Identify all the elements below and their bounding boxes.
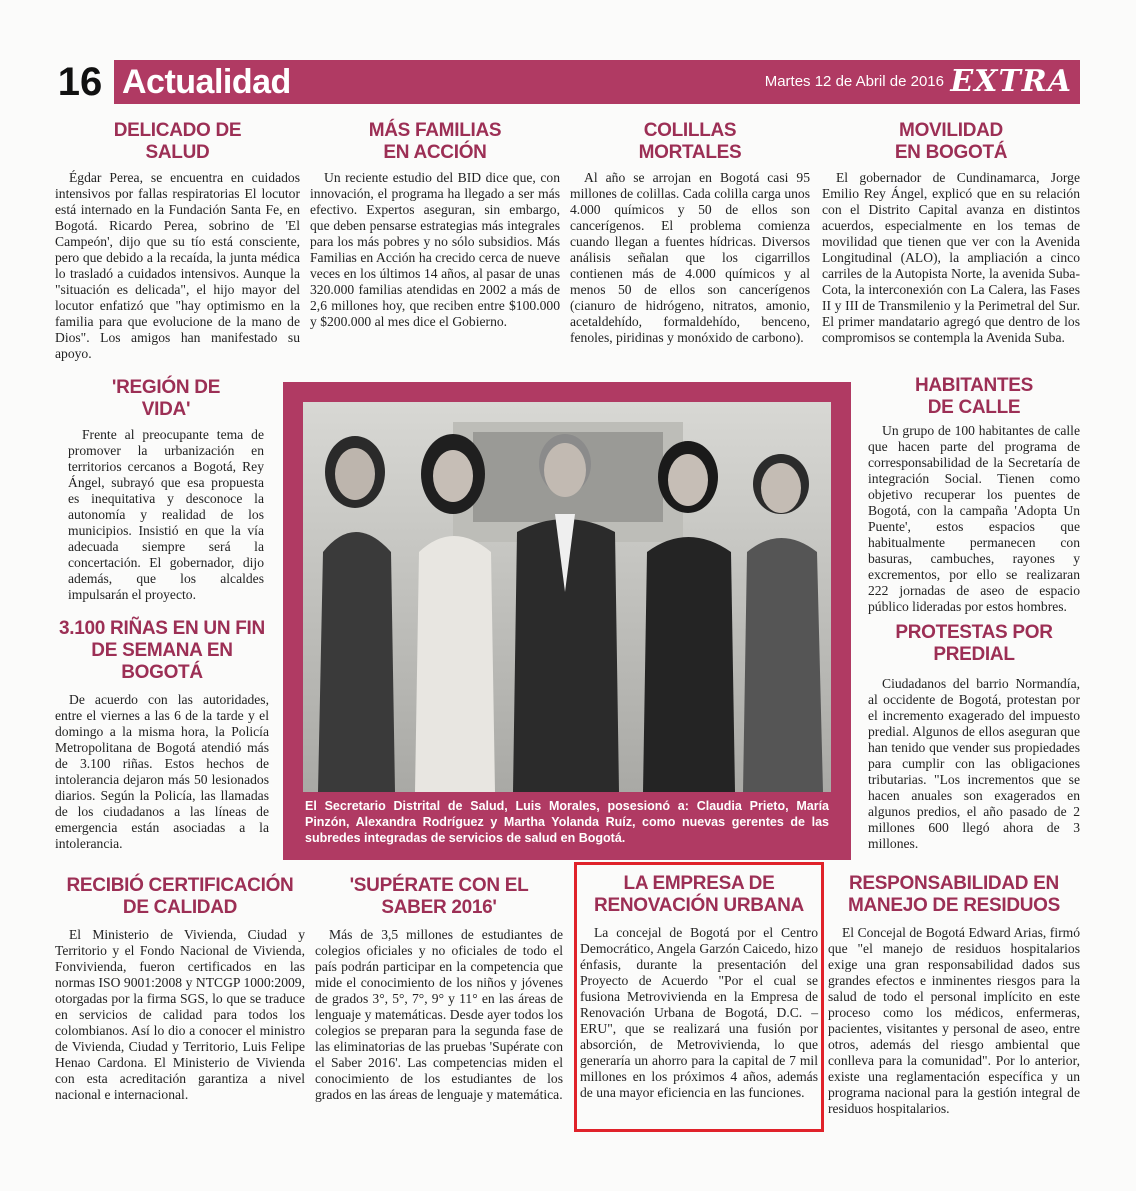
article-body: Ciudadanos del barrio Normandía, al occidente de Bogotá, protestan por el incremento exagerado del impuesto predial. Algunos de ellos aseguran que han tenido que vender sus propiedades para cumplir con las obligaciones tributarias. "Los incrementos que se hacen anuales son exagerados en algunos predios, el año pasado de 2 millones 600 llegó ahora de 3 millones.	[868, 676, 1080, 851]
headline: PROTESTAS POR PREDIAL	[895, 622, 1053, 665]
article-body: Égdar Perea, se encuentra en cuidados intensivos por fallas respiratorias El locutor está internado en la Fundación Santa Fe, en Bogotá. Ricardo Perea, sobrino de 'El Campeón', dijo que su tío está consciente, pero que debido a la recaída, la junta médica lo trasladó a cuidados intensivos. Aunque la "situación es delicada", el hijo mayor del locutor enfatizó que "hay optimismo en la familia para que evolucione de la mano de Dios". Los amigos han manifestado su apoyo.	[55, 170, 300, 361]
article-superate	[315, 875, 563, 1103]
article-residuos	[828, 873, 1080, 1117]
article-habitantes-de-calle	[868, 375, 1080, 615]
article-delicado-de-salud	[55, 120, 300, 362]
article-body: El Ministerio de Vivienda, Ciudad y Territorio y el Fondo Nacional de Vivienda, Fonvivienda, fueron certificados en las normas ISO 9001:2008 y NTCGP 1000:2009, otorgadas por la firma SGS, lo que se traduce en servicios de calidad para todos los colombianos. Así lo dio a conocer el ministro de Vivienda, Ciudad y Territorio, Luis Felipe Henao Cardona. El Ministerio de Vivienda con esta acreditación garantiza a nivel nacional e internacional.	[55, 927, 305, 1102]
headline: COLILLAS MORTALES	[638, 120, 742, 163]
headline: DELICADO DE SALUD	[113, 120, 242, 163]
article-certificacion	[55, 875, 305, 1103]
section-band	[114, 60, 1080, 104]
headline: 'REGIÓN DE VIDA'	[111, 377, 221, 420]
article-body: El gobernador de Cundinamarca, Jorge Emilio Rey Ángel, explicó que en su relación con el Distrito Capital avanza en distintos acuerdos, especialmente en los temas de movilidad que tienen que ver con la Avenida Longitudinal (ALO), la ampliación a cinco carriles de la Autopista Norte, la avenida Suba-Cota, la interconexión con La Calera, las Fases II y III de Transmilenio y la Perimetral del Sur. El primer mandatario agregó que dentro de los compromisos se contempla la Avenida Suba.	[822, 170, 1080, 345]
section-title: Actualidad	[122, 63, 291, 101]
article-body: La concejal de Bogotá por el Centro Democrático, Angela Garzón Caicedo, hizo énfasis, durante la presentación del Proyecto de Acuerdo "Por el cual se fusiona Metrovivienda en la Empresa de Renovación Urbana de Bogotá, D.C. – ERU", que se realizará una fusión por absorción, de Metrovivienda, lo que generaría un ahorro para la capital de 7 mil millones en los próximos 4 años, además de una mayor eficiencia en las funciones.	[580, 925, 818, 1100]
masthead	[52, 60, 1080, 104]
headline: HABITANTES DE CALLE	[914, 375, 1034, 418]
article-body: Un reciente estudio del BID dice que, con innovación, el programa ha llegado a ser más efectivo. Expertos aseguran, sin embargo, que deben pensarse estrategias más integrales para los más pobres y no sólo subsidios. Más Familias en Acción ha crecido cerca de nueve veces en los últimos 14 años, al pasar de unas 320.000 familias atendidas en 2002 a más de 2,6 millones hoy, que reciben entre $100.000 y $200.000 al mes dice el Gobierno.	[310, 170, 560, 329]
headline: LA EMPRESA DE RENOVACIÓN URBANA	[594, 873, 804, 916]
headline: RESPONSABILIDAD EN MANEJO DE RESIDUOS	[847, 873, 1061, 916]
photo-frame	[283, 382, 851, 860]
article-body: Un grupo de 100 habitantes de calle que hacen parte del programa de corresponsabilidad de la Secretaría de integración Social. Tienen como objetivo recuperar los puentes de Bogotá, con la campaña 'Adopta Un Puente', estos espacios que habitualmente permanecen con basuras, cambuches, rayones y excrementos, por ello se realizaran 222 jornadas de aseo de espacio público lideradas por estos hombres.	[868, 423, 1080, 614]
article-body: Frente al preocupante tema de promover la urbanización en territorios cercanos a Bogotá, Rey Ángel, subrayó que esa propuesta es inequitativa y desconoce la autonomía y realidad de los municipios. Insistió en que la vía adecuada siempre será la concertación. El gobernador, dijo además, que los alcaldes impulsarán el proyecto.	[68, 427, 264, 602]
article-rinas	[55, 618, 269, 852]
headline: 'SUPÉRATE CON EL SABER 2016'	[349, 875, 529, 918]
headline: RECIBIÓ CERTIFICACIÓN DE CALIDAD	[66, 875, 294, 918]
group-photo-illustration	[303, 402, 831, 792]
newspaper-logo: EXTRA	[950, 64, 1072, 99]
photo-caption: El Secretario Distrital de Salud, Luis Morales, posesionó a: Claudia Prieto, María Pinzón, Alexandra Rodríguez y Martha Yolanda Ruíz, como nuevas gerentes de las subredes integradas de servicios de salud en Bogotá.	[305, 799, 829, 845]
article-colillas-mortales	[570, 120, 810, 346]
issue-date: Martes 12 de Abril de 2016	[764, 73, 944, 90]
group-photo	[303, 402, 831, 792]
headline: 3.100 RIÑAS EN UN FIN DE SEMANA EN BOGOTÁ	[59, 618, 265, 683]
article-mas-familias	[310, 120, 560, 330]
highlight-box	[574, 862, 824, 1132]
article-body: Más de 3,5 millones de estudiantes de colegios oficiales y no oficiales de todo el país podrán participar en la competencia que mide el conocimiento de los niños y jóvenes de grados 3°, 5°, 7°, 9° y 11° en las áreas de lenguaje y matemáticas. Desde ayer todos los colegios se preparan para la segunda fase de las eliminatorias de las pruebas 'Supérate con el Saber 2016'. Las competencias miden el conocimiento de los estudiantes de los grados en las áreas de lenguaje y matemática.	[315, 927, 563, 1102]
headline: MOVILIDAD EN BOGOTÁ	[894, 120, 1008, 163]
article-movilidad	[822, 120, 1080, 346]
headline: MÁS FAMILIAS EN ACCIÓN	[368, 120, 502, 163]
article-body: El Concejal de Bogotá Edward Arias, firmó que "el manejo de residuos hospitalarios exige una gran responsabilidad dados sus grandes efectos e inminentes riesgos para la salud de todo el personal implícito en este proceso como los médicos, enfermeras, pacientes, visitantes y personal de aseo, entre otros, además del riesgo ambiental que conlleva para la comunidad". Por lo anterior, existe una reglamentación específica y un programa nacional para la gestión integral de residuos hospitalarios.	[828, 925, 1080, 1116]
article-body: De acuerdo con las autoridades, entre el viernes a las 6 de la tarde y el domingo a la misma hora, la Policía Metropolitana de Bogotá atendió más de 3.100 riñas. Estos hechos de intolerancia dejaron más 50 lesionados diarios. Según la Policía, las llamadas de los ciudadanos a las líneas de emergencia están asociadas a la intolerancia.	[55, 692, 269, 851]
article-body: Al año se arrojan en Bogotá casi 95 millones de colillas. Cada colilla carga unos 4.000 químicos y 50 de ellos son cancerígenos. El problema comienza cuando llegan a fuentes hídricas. Diversos análisis señalan que los cigarrillos contienen más de 4.000 químicos y al menos 50 de ellos son cancerígenos (cianuro de hidrógeno, nitratos, amonio, acetaldehído, formaldehído, benceno, fenoles, piridinas y monóxido de carbono).	[570, 170, 810, 345]
page-number: 16	[52, 60, 108, 104]
article-protestas-predial	[868, 622, 1080, 852]
article-region-de-vida	[68, 377, 264, 603]
